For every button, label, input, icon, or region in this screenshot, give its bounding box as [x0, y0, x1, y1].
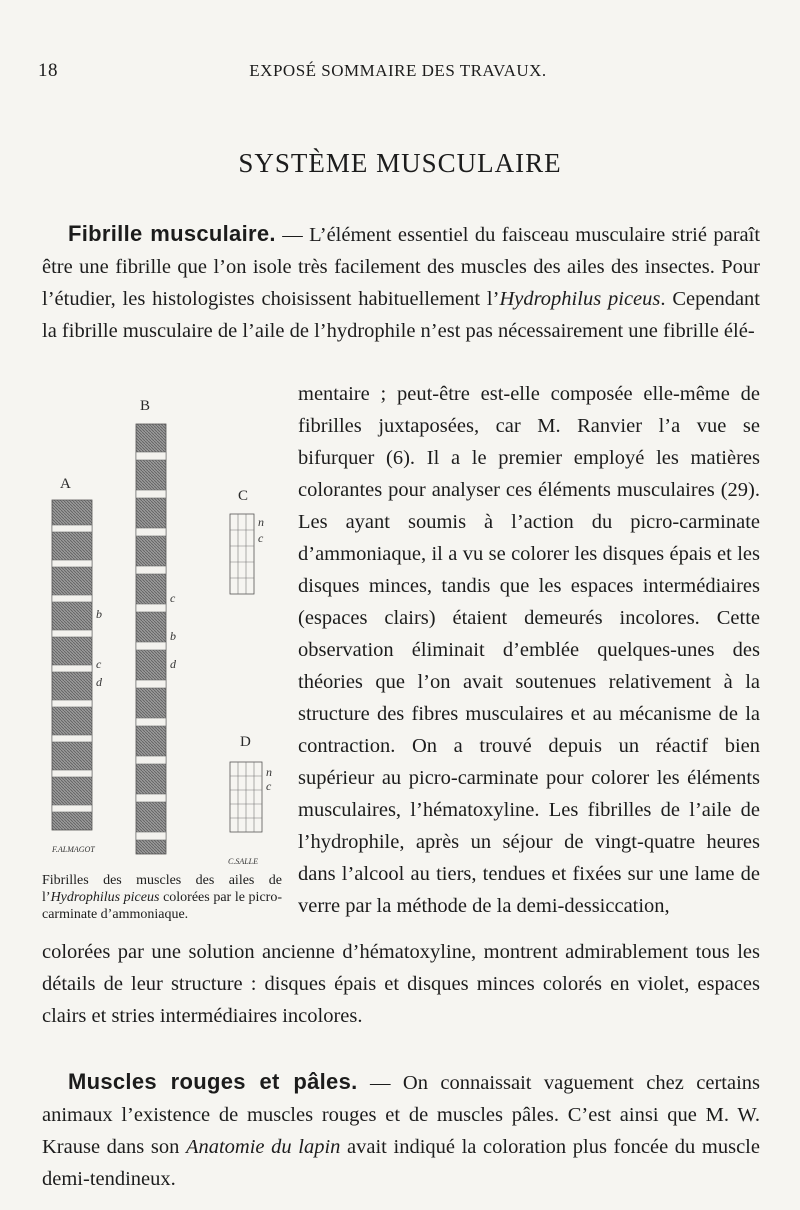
fibril-illustration	[40, 390, 290, 866]
running-title: EXPOSÉ SOMMAIRE DES TRAVAUX.	[249, 61, 547, 80]
figure-label-d-upper: D	[240, 734, 251, 750]
fibril-a	[51, 476, 103, 854]
section-title: SYSTÈME MUSCULAIRE	[238, 148, 562, 178]
paragraph-text: On connaissait vaguement chez certains animaux l’existence de muscles rouges et de muscles pâles. C’est ainsi que M. W. Krause dans son	[42, 1072, 760, 1158]
figure-label-c-b: c	[170, 591, 176, 605]
caption-text: Fibrilles des muscles des ailes de l’	[42, 873, 282, 905]
heading-fibrille: Fibrille musculaire.	[68, 221, 276, 246]
fibril-drawing	[40, 390, 290, 866]
fibril-b	[136, 398, 177, 854]
paragraph-continuation: colorées par une solution ancienne d’hématoxyline, montrent admirablement tous les détails de leur structure : disques épais et disques minces colorés en violet, espaces clairs et stries intermédiaires incolores.	[42, 941, 760, 1027]
figure-label-b-b: b	[170, 629, 176, 643]
heading-dash: —	[357, 1072, 403, 1094]
species-name: Hydrophilus piceus	[499, 288, 661, 310]
paragraph-muscles	[42, 1066, 760, 1195]
figure-label-b: b	[96, 607, 102, 621]
paragraph-text: . Cependant la fibrille musculaire de l’aile de l’hydrophile n’est pas nécessairement une fibrille élé-	[42, 288, 760, 342]
figure-label-n-c: n	[258, 515, 264, 529]
signature-right: C.SALLE	[228, 857, 259, 866]
figure-label-b-upper: B	[140, 398, 151, 414]
figure-label-c-d: c	[266, 779, 272, 793]
detail-d	[228, 734, 272, 866]
detail-c	[230, 488, 264, 594]
heading-dash: —	[275, 224, 310, 246]
caption-text: colorées par le picro-carminate d’ammoniaque.	[42, 890, 282, 922]
figure-label-c-upper: C	[238, 488, 249, 504]
book-title: Anatomie du lapin	[185, 1136, 341, 1158]
paragraph-text: avait indiqué la coloration plus foncée du muscle demi-tendineux.	[42, 1136, 760, 1190]
figure-label-n-d: n	[266, 765, 272, 779]
signature-left: F.ALMAGOT	[52, 845, 95, 854]
figure-label-d-b: d	[170, 657, 176, 671]
paragraph-wrapped-text: mentaire ; peut-être est-elle composée elle-même de fibrilles juxtaposées, car M. Ranvier l’a vue se bifurquer (6). Il a le premier employé les matières colorantes pour analyser ces éléments musculaires (29). Les ayant soumis à l’action du picro-carminate d’ammoniaque, il a vu se colorer les disques épais et les disques minces, tandis que les espaces intermédiaires (espaces clairs) étaient demeurés incolores. Cette observation éliminait d’emblée quelques-unes des théories que l’on avait soutenues relativement à la structure des fibres musculaires et au mécanisme de la contraction. On a trouvé depuis un réactif bien supérieur au picro-carminate pour colorer les éléments musculaires, l’hématoxyline. Les fibrilles de l’aile de l’hydrophile, après un séjour de vingt-quatre heures dans l’alcool au tiers, tendues et fixées sur une lame de verre par la méthode de la demi-dessiccation,	[298, 383, 760, 917]
figure-label-c: c	[96, 657, 102, 671]
figure-label-d: d	[96, 675, 102, 689]
paragraph-fibrille	[42, 218, 760, 347]
page-number: 18	[38, 60, 58, 81]
figure-label-c-c: c	[258, 531, 264, 545]
paragraph-text: L’élément essentiel du faisceau musculaire strié paraît être une fibrille que l’on isole très facilement des muscles des ailes des insectes. Pour l’étudier, les histologistes choisissent habituellement l’	[42, 224, 761, 310]
heading-muscles: Muscles rouges et pâles.	[68, 1069, 358, 1094]
figure-caption	[42, 872, 282, 923]
caption-species: Hydrophilus piceus	[50, 890, 160, 905]
page-header	[38, 60, 758, 86]
figure-label-a: A	[60, 476, 71, 492]
